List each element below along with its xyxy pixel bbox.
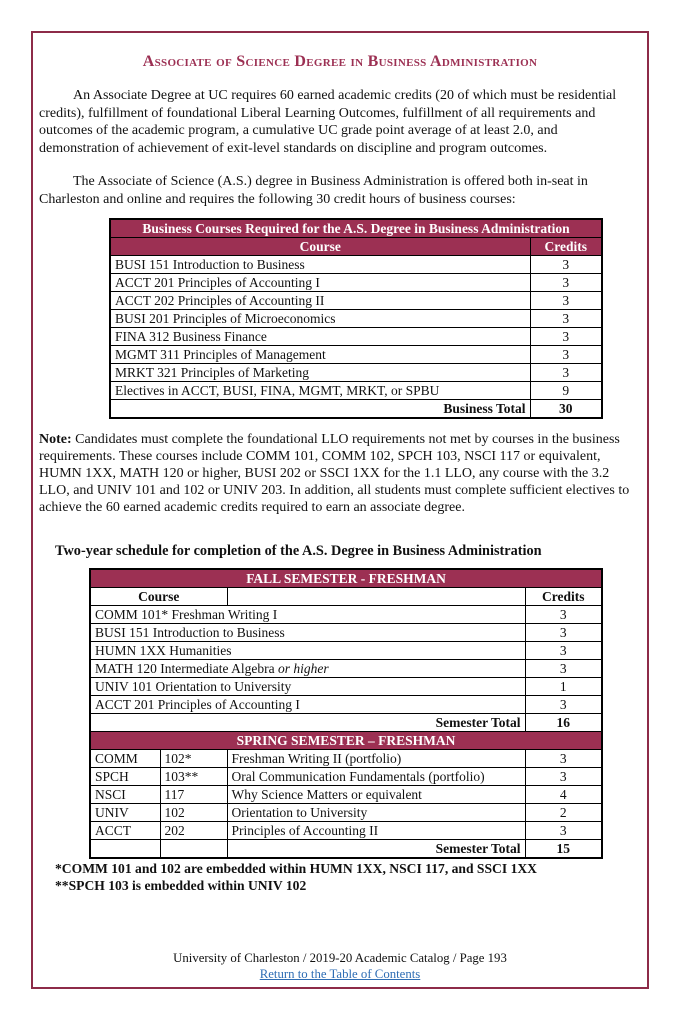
column-header-course: Course bbox=[110, 238, 530, 256]
fall-header-row bbox=[90, 569, 602, 588]
credits-cell: 3 bbox=[525, 624, 602, 642]
business-total-label: Business Total bbox=[110, 400, 530, 419]
course-number-cell: 102* bbox=[160, 750, 227, 768]
table-row bbox=[90, 750, 602, 768]
course-cell: MRKT 321 Principles of Marketing bbox=[110, 364, 530, 382]
fall-column-header-spacer bbox=[227, 588, 525, 606]
credits-cell: 3 bbox=[525, 696, 602, 714]
note-body: Candidates must complete the foundational LLO requirements not met by courses in the business requirements. These courses include COMM 101, COMM 102, SPCH 103, NSCI 117 or equivalent, HUMN 1XX, MATH 120 or higher, BUSI 202 or SSCI 1XX for the 1.1 LLO, any course with the 3.2 LLO, and UNIV 101 and 102 or UNIV 203. In addition, all students must complete sufficient electives to achieve the 60 earned academic credits required to earn an associate degree. bbox=[39, 432, 630, 515]
table-row bbox=[110, 364, 602, 382]
table-row bbox=[90, 660, 602, 678]
semester-total-value: 15 bbox=[525, 840, 602, 859]
semester-total-label: Semester Total bbox=[90, 714, 525, 732]
spring-semester-header: SPRING SEMESTER – FRESHMAN bbox=[90, 732, 602, 750]
course-cell: FINA 312 Business Finance bbox=[110, 328, 530, 346]
table-row bbox=[90, 786, 602, 804]
credits-cell: 3 bbox=[525, 642, 602, 660]
course-title-cell: Oral Communication Fundamentals (portfolio) bbox=[227, 768, 525, 786]
table-row bbox=[90, 768, 602, 786]
fall-semester-header: FALL SEMESTER - FRESHMAN bbox=[90, 569, 602, 588]
business-table-title: Business Courses Required for the A.S. Degree in Business Administration bbox=[110, 219, 602, 238]
page-title: Associate of Science Degree in Business Administration bbox=[142, 53, 538, 70]
course-prefix-cell: COMM bbox=[90, 750, 160, 768]
empty-cell bbox=[160, 840, 227, 859]
spring-semester-total-row bbox=[90, 840, 602, 859]
page-border bbox=[31, 31, 649, 989]
course-cell bbox=[90, 660, 525, 678]
course-cell: ACCT 201 Principles of Accounting I bbox=[110, 274, 530, 292]
course-cell: BUSI 201 Principles of Microeconomics bbox=[110, 310, 530, 328]
course-number-cell: 103** bbox=[160, 768, 227, 786]
credits-cell: 3 bbox=[525, 660, 602, 678]
credits-cell: 3 bbox=[525, 768, 602, 786]
credits-cell: 4 bbox=[525, 786, 602, 804]
course-cell: ACCT 202 Principles of Accounting II bbox=[110, 292, 530, 310]
fall-column-header-row bbox=[90, 588, 602, 606]
course-title-cell: Orientation to University bbox=[227, 804, 525, 822]
table-row bbox=[110, 382, 602, 400]
table-row bbox=[110, 346, 602, 364]
credits-cell: 3 bbox=[525, 822, 602, 840]
credits-cell: 3 bbox=[525, 750, 602, 768]
credits-cell: 3 bbox=[530, 292, 602, 310]
course-cell: Electives in ACCT, BUSI, FINA, MGMT, MRKT, or SPBU bbox=[110, 382, 530, 400]
course-cell: BUSI 151 Introduction to Business bbox=[110, 256, 530, 274]
page-content bbox=[33, 33, 647, 987]
credits-cell: 1 bbox=[525, 678, 602, 696]
credits-cell: 2 bbox=[525, 804, 602, 822]
course-prefix-cell: NSCI bbox=[90, 786, 160, 804]
table-row bbox=[90, 822, 602, 840]
course-title-cell: Freshman Writing II (portfolio) bbox=[227, 750, 525, 768]
footer-text: University of Charleston / 2019-20 Academic Catalog / Page 193 bbox=[173, 951, 507, 965]
schedule-heading: Two-year schedule for completion of the A.S. Degree in Business Administration bbox=[55, 543, 542, 559]
page-footer bbox=[33, 951, 647, 982]
table-row bbox=[90, 678, 602, 696]
credits-cell: 3 bbox=[525, 606, 602, 624]
business-total-row bbox=[110, 400, 602, 419]
fall-column-header-course: Course bbox=[90, 588, 227, 606]
note-label: Note: bbox=[39, 432, 72, 447]
credits-cell: 3 bbox=[530, 328, 602, 346]
course-prefix-cell: SPCH bbox=[90, 768, 160, 786]
column-header-credits: Credits bbox=[530, 238, 602, 256]
course-number-cell: 202 bbox=[160, 822, 227, 840]
business-courses-table bbox=[109, 218, 603, 419]
footnotes bbox=[39, 861, 641, 894]
table-row bbox=[110, 292, 602, 310]
table-row bbox=[90, 804, 602, 822]
credits-cell: 3 bbox=[530, 274, 602, 292]
course-number-cell: 102 bbox=[160, 804, 227, 822]
schedule-table bbox=[89, 568, 603, 859]
table-row bbox=[110, 310, 602, 328]
column-header-row bbox=[110, 238, 602, 256]
empty-cell bbox=[90, 840, 160, 859]
table-title-row bbox=[110, 219, 602, 238]
course-text: MATH 120 Intermediate Algebra bbox=[95, 661, 278, 676]
footnote: *COMM 101 and 102 are embedded within HUMN 1XX, NSCI 117, and SSCI 1XX bbox=[55, 861, 537, 876]
credits-cell: 3 bbox=[530, 310, 602, 328]
credits-cell: 9 bbox=[530, 382, 602, 400]
course-text-italic: or higher bbox=[277, 661, 329, 676]
course-cell: HUMN 1XX Humanities bbox=[90, 642, 525, 660]
toc-link[interactable]: Return to the Table of Contents bbox=[259, 966, 421, 981]
course-number-cell: 117 bbox=[160, 786, 227, 804]
program-paragraph: The Associate of Science (A.S.) degree in Business Administration is offered both in-seat in Charleston and online and requires the following 30 credit hours of business courses: bbox=[39, 174, 588, 207]
course-title-cell: Principles of Accounting II bbox=[227, 822, 525, 840]
semester-total-label: Semester Total bbox=[227, 840, 525, 859]
fall-semester-total-row bbox=[90, 714, 602, 732]
course-prefix-cell: UNIV bbox=[90, 804, 160, 822]
intro-paragraph: An Associate Degree at UC requires 60 earned academic credits (20 of which must be residential credits), fulfillment of foundational Liberal Learning Outcomes, fulfillment of all requirements and outcomes of the academic program, a cumulative UC grade point average of at least 2.0, and demonstration of achievement of exit-level standards on discipline and program outcomes. bbox=[39, 88, 617, 156]
course-cell: BUSI 151 Introduction to Business bbox=[90, 624, 525, 642]
spring-header-row bbox=[90, 732, 602, 750]
course-cell: MGMT 311 Principles of Management bbox=[110, 346, 530, 364]
semester-total-value: 16 bbox=[525, 714, 602, 732]
table-row bbox=[110, 328, 602, 346]
credits-cell: 3 bbox=[530, 346, 602, 364]
table-row bbox=[110, 274, 602, 292]
course-cell: UNIV 101 Orientation to University bbox=[90, 678, 525, 696]
course-title-cell: Why Science Matters or equivalent bbox=[227, 786, 525, 804]
note-paragraph bbox=[39, 431, 641, 516]
credits-cell: 3 bbox=[530, 364, 602, 382]
business-total-value: 30 bbox=[530, 400, 602, 419]
course-cell: ACCT 201 Principles of Accounting I bbox=[90, 696, 525, 714]
course-prefix-cell: ACCT bbox=[90, 822, 160, 840]
table-row bbox=[90, 696, 602, 714]
credits-cell: 3 bbox=[530, 256, 602, 274]
course-cell: COMM 101* Freshman Writing I bbox=[90, 606, 525, 624]
table-row bbox=[90, 624, 602, 642]
fall-column-header-credits: Credits bbox=[525, 588, 602, 606]
table-row bbox=[90, 606, 602, 624]
footnote: **SPCH 103 is embedded within UNIV 102 bbox=[55, 877, 307, 893]
table-row bbox=[110, 256, 602, 274]
table-row bbox=[90, 642, 602, 660]
